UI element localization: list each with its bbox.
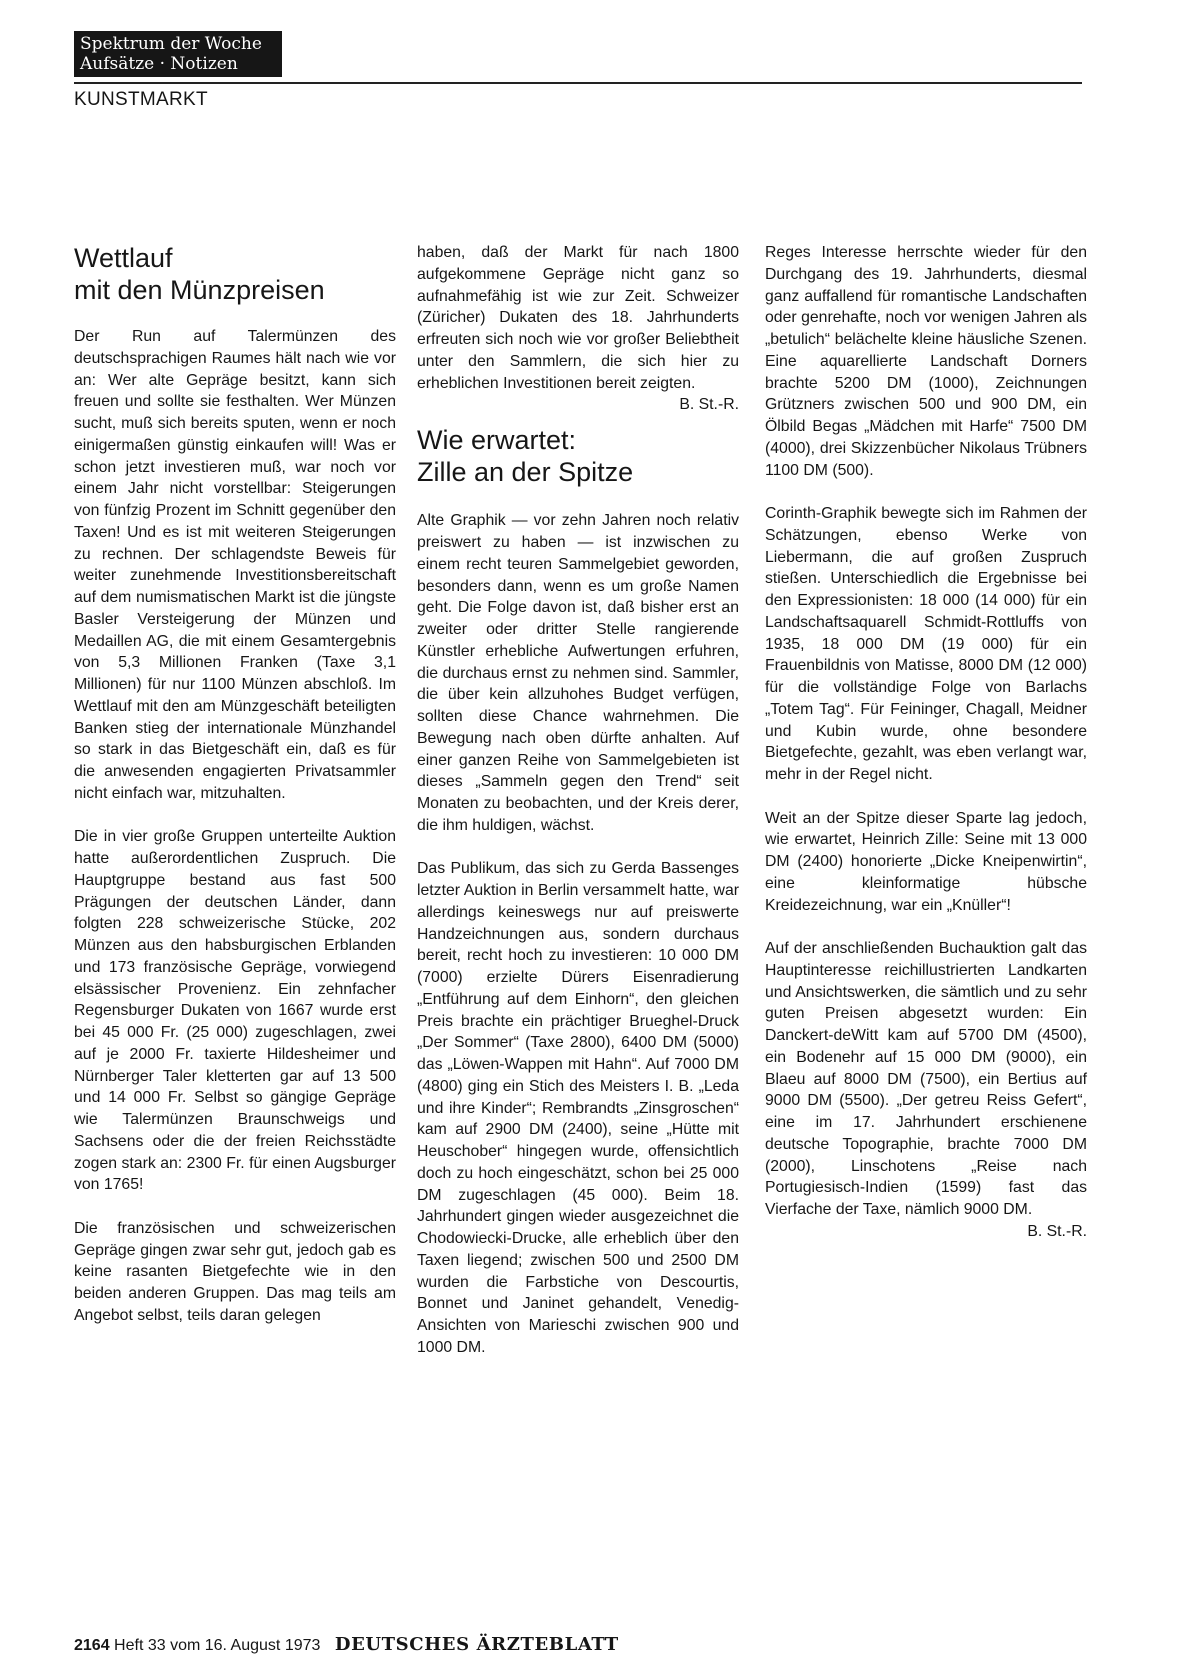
article-1-title-line-2: mit den Münzpreisen	[74, 275, 325, 305]
article-1-paragraph-3: Die französischen und schweizerischen Gepräge gingen zwar sehr gut, jedoch gab es keine rasanten Bietgefechte wie in den beiden anderen Gruppen. Das mag teils am Angebot selbst, teils daran gelegen	[74, 1219, 396, 1324]
masthead	[74, 31, 282, 77]
article-2-paragraph-3: Reges Interesse herrschte wieder für den Durchgang des 19. Jahrhunderts, diesmal ganz auffallend für romantische Landschaften oder genrehafte, noch vor wenigen Jahren als „betulich“ belächelte kleine häusliche Szenen. Eine aquarellierte Landschaft Dorners brachte 5200 DM (1000), Zeichnungen Grützners zwischen 500 und 900 DM, ein Ölbild Begas „Mädchen mit Harfe“ 7500 DM (4000), drei Skizzenbücher Nikolaus Trübners 1100 DM (500).	[765, 244, 1087, 479]
section-title: KUNSTMARKT	[74, 89, 208, 110]
article-1-paragraph-2: Die in vier große Gruppen unterteilte Auktion hatte außerordentlichen Zuspruch. Die Hauptgruppe bestand aus fast 500 Prägungen der deutschen Länder, dann folgten 228 schweizerische Stücke, 202 Münzen aus den habsburgischen Erblanden und 173 französische Gepräge, vorwiegend elsässischer Provenienz. Ein zehnfacher Regensburger Dukaten von 1667 wurde erst bei 45 000 Fr. (25 000) zugeschlagen, zwei auf je 2000 Fr. taxierte Hildesheimer und Nürnberger Taler kletterten gar auf 13 500 und 14 000 Fr. Selbst so gängige Gepräge wie Talermünzen Braunschweigs und Sachsens oder die der freien Reichsstädte zogen stark an: 2300 Fr. für einen Augsburger von 1765!	[74, 828, 396, 1194]
article-2-paragraph-6	[765, 938, 1087, 1240]
article-2-title-line-2: Zille an der Spitze	[417, 457, 634, 488]
article-2-title-line-1: Wie erwartet:	[417, 425, 577, 456]
publication-name: DEUTSCHES ÄRZTEBLATT	[334, 1634, 619, 1655]
header-rule	[74, 82, 1082, 84]
article-1-paragraph-4-text: haben, daß der Markt für nach 1800 aufgekommene Gepräge nicht ganz so aufnahmefähig ist wie zur Zeit. Schweizer (Züricher) Dukaten des 18. Jahrhunderts erfreuten sich noch wie vor großer Beliebtheit unter den Sammlern, die sich hier zu erheblichen Investitionen bereit zeigten.	[417, 244, 739, 392]
article-2-paragraph-4: Corinth-Graphik bewegte sich im Rahmen der Schätzungen, ebenso Werke von Liebermann, die auf großen Zuspruch stießen. Unterschiedlich die Ergebnisse bei den Expressionisten: 18 000 (14 000) für ein Landschaftsaquarell Schmidt-Rottluffs von 1935, 18 000 DM (19 000) für ein Frauenbildnis von Matisse, 8000 DM (12 000) für die vollständige Folge von Barlachs „Totem Tag“. Für Feininger, Chagall, Meidner und Kubin wurde, ohne besondere Bietgefechte, gezahlt, was eben verlangt war, mehr in der Regel nicht.	[765, 505, 1087, 783]
article-1-title	[74, 242, 396, 306]
article-2-signature: B. St.-R.	[1027, 1222, 1087, 1240]
article-2-paragraph-2: Das Publikum, das sich zu Gerda Bassenges letzter Auktion in Berlin versammelt hatte, war allerdings keineswegs nur auf preiswerte Handzeichnungen aus, sondern durchaus bereit, recht hoch zu investieren: 10 000 DM (7000) erzielte Dürers Eisenradierung „Entführung auf dem Einhorn“, den gleichen Preis brachte ein prächtiger Brueghel-Druck „Der Sommer“ (Taxe 2800), 6400 DM (5000) das „Löwen-Wappen mit Hahn“. Auf 7000 DM (4800) ging ein Stich des Meisters I. B. „Leda und ihre Kinder“; Rembrandts „Zinsgroschen“ kam auf 2900 DM (2400), seine „Hütte mit Heuschober“ hingegen wurde, offensichtlich doch zu hoch eingeschätzt, schon bei 25 000 DM zugeschlagen (45 000). Beim 18. Jahrhundert gingen wieder ausgezeichnet die Chodowiecki-Drucke, alle erheblich über den Taxen liegend; zwischen 500 und 2500 DM wurden die Farbstiche von Descourtis, Bonnet und Janinet gehandelt, Venedig-Ansichten von Marieschi zwischen 900 und 1000 DM.	[417, 860, 739, 1356]
masthead-line-1: Spektrum der Woche	[80, 34, 262, 54]
article-1-paragraph-1: Der Run auf Talermünzen des deutschsprachigen Raumes hält nach wie vor an: Wer alte Gepräge besitzt, kann sich freuen und sollte sie festhalten. Wer Münzen sucht, muß sich bereits sputen, wenn er noch einigermaßen günstig einkaufen will! Was er schon jetzt investieren muß, war noch vor einem Jahr nicht vorstellbar: Steigerungen von fünfzig Prozent im Schnitt gegenüber den Taxen! Und es ist mit weiteren Steigerungen zu rechnen. Der schlagendste Beweis für weiter zunehmende Investitionsbereitschaft auf dem numismatischen Markt ist die jüngste Basler Versteigerung der Münzen und Medaillen AG, die mit einem Gesamtergebnis von 5,3 Millionen Franken (Taxe 3,1 Millionen) für nur 1100 Münzen abschloß. Im Wettlauf mit den am Münzgeschäft beteiligten Banken stieg der internationale Münzhandel so stark in das Bietgeschäft ein, daß es für die anwesenden engagierten Privatsammler nicht einfach war, mitzuhalten.	[74, 328, 396, 802]
column-1	[74, 242, 396, 1327]
article-2-paragraph-5: Weit an der Spitze dieser Sparte lag jedoch, wie erwartet, Heinrich Zille: Seine mit 13 000 DM (2400) honorierte „Dicke Kneipenwirtin“, eine kleinformatige hübsche Kreidezeichnung, war ein „Knüller“!	[765, 809, 1087, 914]
issue-info: Heft 33 vom 16. August 1973	[114, 1637, 321, 1654]
article-2-paragraph-1: Alte Graphik — vor zehn Jahren noch relativ preiswert zu haben — ist inzwischen zu einem recht teuren Sammelgebiet geworden, besonders dann, wenn es um große Namen geht. Die Folge davon ist, daß bisher erst an zweiter oder dritter Stelle rangierende Künstler erhebliche Aufwertungen erfuhren, die durchaus ernst zu nehmen sind. Sammler, die über kein allzuhohes Budget verfügen, sollten diese Chance wahrnehmen. Die Bewegung nach oben dürfte anhalten. Auf einer ganzen Reihe von Sammelgebieten ist dieses „Sammeln gegen den Trend“ seit Monaten zu beobachten, und der Kreis derer, die ihm huldigen, wächst.	[417, 512, 739, 834]
article-1-signature: B. St.-R.	[679, 396, 739, 414]
page-footer	[74, 1634, 619, 1655]
column-2	[417, 242, 739, 1359]
article-2-paragraph-6-text: Auf der anschließenden Buchauktion galt das Hauptinteresse reichillustrierten Landkarten und Ansichtswerken, die sämtlich und zu sehr guten Preisen abgesetzt wurden: Ein Danckert-deWitt kam auf 5700 DM (4500), ein Bodenehr auf 15 000 DM (9000), ein Blaeu auf 8000 DM (7500), ein Bertius auf 9000 DM (5500). „Der getreu Reiss Gefert“, eine im 17. Jahrhundert erschienene deutsche Topographie, brachte 7000 DM (2000), Linschotens „Reise nach Portugiesisch-Indien (1599) fast das Vierfache der Taxe, nämlich 9000 DM.	[765, 940, 1087, 1218]
article-1-title-line-1: Wettlauf	[74, 243, 173, 273]
page-number: 2164	[74, 1637, 110, 1654]
article-2-title	[417, 424, 739, 488]
article-1-paragraph-4	[417, 242, 739, 414]
masthead-line-2: Aufsätze · Notizen	[80, 54, 238, 74]
column-3	[765, 242, 1087, 1243]
